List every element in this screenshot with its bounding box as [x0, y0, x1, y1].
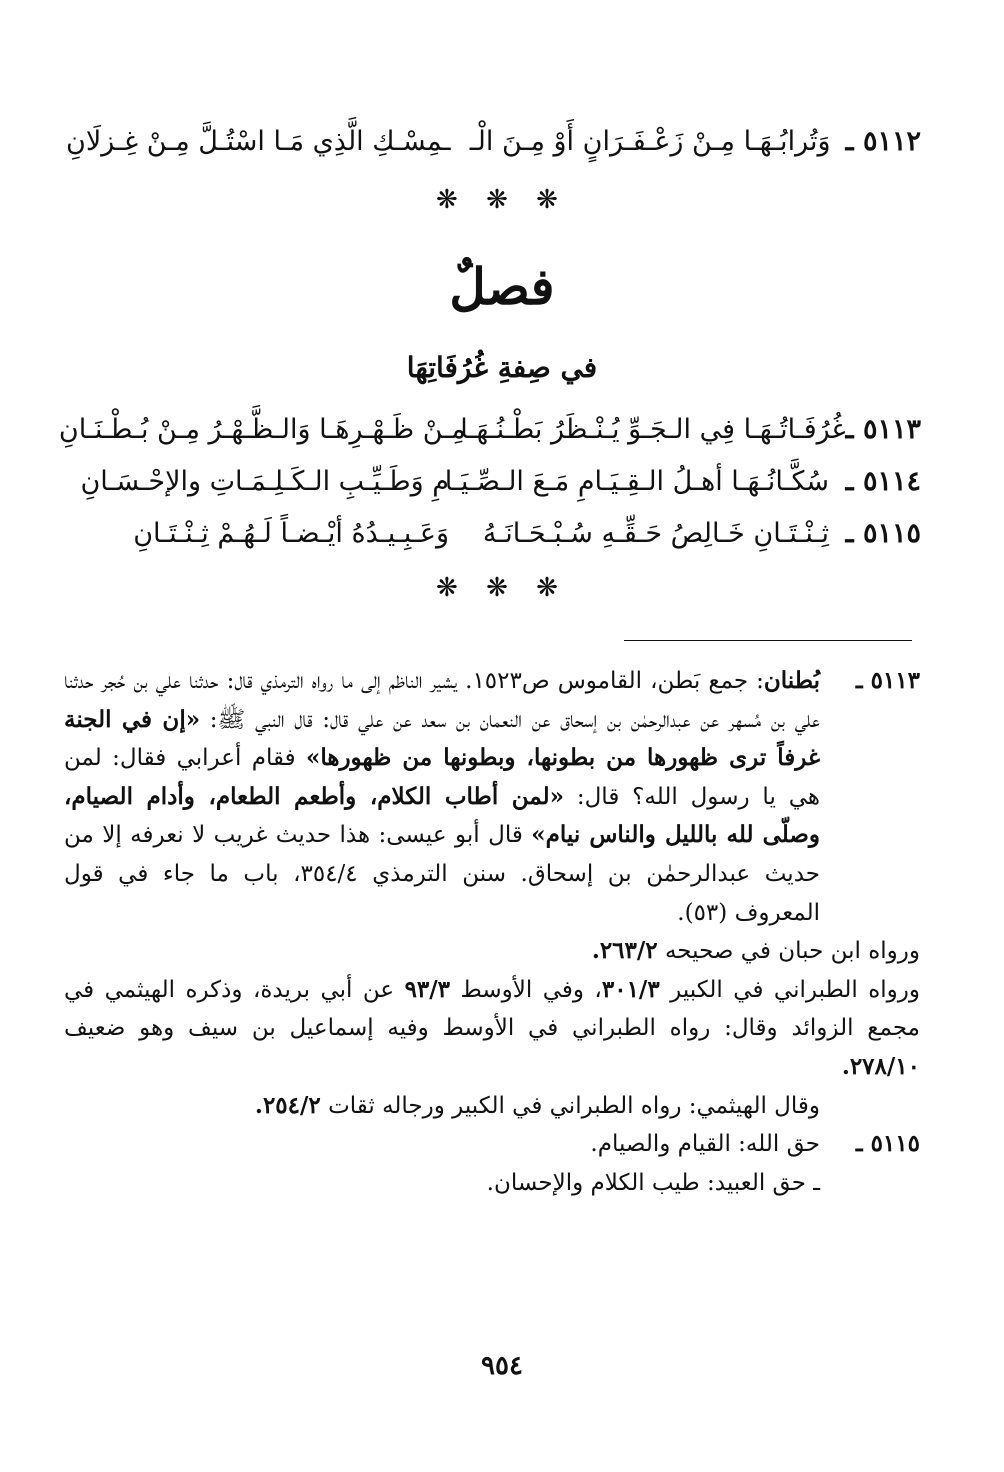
- verse-first-hemistich: غُرُفَـاتُـهَـا فِي الـجَـوِّ يُـنْـظَرُ بَطْـنُـهَـا: [460, 414, 846, 445]
- verse-number: ٥١١٢ ـ: [845, 126, 921, 157]
- verse-first-hemistich: سُكَّـانُـهَـا أهـلُ الـقِـيَـامِ مَـعَ الـصِّـيَـا: [444, 466, 829, 497]
- footnote-paragraph: [64, 971, 920, 1087]
- footnote-number: ٥١١٣ ـ: [855, 667, 920, 694]
- verse-second-hemistich: ـمِسْـكِ الَّذِي مَـا اسْتُـلَّ مِـنْ غِـزلَانِ: [66, 126, 451, 157]
- footnote-text: عن أبي بريدة، وذكره الهيثمي في مجمع الزوائد وقال: رواه الطبراني في الأوسط وفيه إسماعيل بن سيف وهو ضعيف: [64, 976, 920, 1042]
- reference: ٢٦٣/٢.: [591, 937, 658, 965]
- reference: ٣٠١/٣: [601, 975, 660, 1003]
- hadith-quote: «إن في الجنة غرفاً ترى ظهورها من بطونها، وبطونها من ظهورها»: [64, 705, 820, 772]
- footnote-line: حق الله: القيام والصيام.: [590, 1131, 820, 1158]
- footnote-5113: [64, 662, 920, 932]
- reference: ٢٧٨/١٠.: [841, 1052, 920, 1080]
- verse-first-hemistich: وَتُرابُـهَـا مِـنْ زَعْـفَـرَانٍ أَوْ مِـنَ الْـ: [469, 126, 831, 157]
- footnotes: [64, 662, 920, 1202]
- verse-number: ٥١١٣ ـ: [845, 414, 921, 445]
- verse-number: ٥١١٤ ـ: [845, 466, 921, 497]
- page-number: ٩٥٤: [481, 1351, 523, 1381]
- footnote-number: ٥١١٥ ـ: [855, 1130, 920, 1158]
- footnote-divider: [624, 640, 912, 641]
- separator-stars: ❋ ❋ ❋: [436, 185, 568, 215]
- footnote-text: ، وفي الأوسط: [450, 976, 602, 1003]
- footnote-term: بُطنان: [763, 667, 820, 694]
- footnote-text: : جمع بَطن، القاموس ص١٥٢٣. يشير الناظم إلى ما رواه الترمذي قال: حدثنا علي بن حُجر حدثنا علي بن مُسهر عن عبدالرحمٰن بن إسحاق عن النعمان بن سعد عن علي قال: قال النبي ﷺ:: [64, 668, 821, 733]
- footnote-body: [64, 1125, 820, 1202]
- section-subtitle: في صِفةِ غُرُفَاتِهَا: [406, 351, 598, 384]
- verse-5115: [66, 514, 921, 554]
- verse-second-hemistich: وَعَـبِـيـدُهُ أيْـضـاً لَـهُـمْ ثِـنْـتَـانِ: [133, 518, 449, 549]
- verse-5114: [66, 462, 921, 502]
- footnote-paragraph: [64, 932, 920, 971]
- verse-first-hemistich: ثِـنْـتَـانِ خَـالِصُ حَـقِّـهِ سُـبْـحَـانَـهُ: [482, 518, 829, 549]
- verse-number: ٥١١٥ ـ: [845, 518, 921, 549]
- separator-stars: ❋ ❋ ❋: [436, 573, 568, 603]
- footnote-text: ورواه ابن حبان في صحيحه: [657, 938, 920, 965]
- verse-second-hemistich: مِ وَطَـيِّـبِ الـكَـلِـمَـاتِ والإحْـسَـانِ: [80, 466, 449, 497]
- footnote-paragraph: [64, 662, 820, 932]
- verse-5113: [58, 410, 921, 450]
- footnote-line: ـ حق العبيد: طيب الكلام والإحسان.: [486, 1169, 820, 1196]
- footnote-text: ورواه الطبراني في الكبير: [659, 976, 920, 1003]
- footnote-text: قال أبو عيسى: هذا حديث غريب لا نعرفه إلا من حديث عبدالرحمٰن بن إسحاق. سنن الترمذي ٣٥٤/٤، باب ما جاء في قول المعروف (٥٣).: [64, 822, 820, 926]
- footnote-body: [64, 662, 820, 932]
- hadith-quote: «لمن أطاب الكلام، وأطعم الطعام، وأدام الصيام، وصلّى لله بالليل والناس نيام»: [64, 782, 821, 849]
- section-title: فصلٌ: [449, 257, 555, 316]
- footnote-5115: [64, 1125, 920, 1202]
- verse-5112: [66, 122, 921, 162]
- reference: ٩٣/٣: [404, 975, 451, 1003]
- footnote-text: وقال الهيثمي: رواه الطبراني في الكبير ورجاله ثقات: [320, 1092, 820, 1119]
- footnote-text: فقام أعرابي فقال: لمن هي يا رسول الله؟ قال:: [64, 745, 821, 810]
- verse-second-hemistich: مِـنْ ظَـهْـرِهَـا وَالـظَّـهْـرُ مِـنْ بُـطْـنَـانِ: [58, 414, 466, 445]
- footnote-paragraph: [64, 1087, 920, 1126]
- reference: ٢٥٤/٢.: [254, 1091, 321, 1119]
